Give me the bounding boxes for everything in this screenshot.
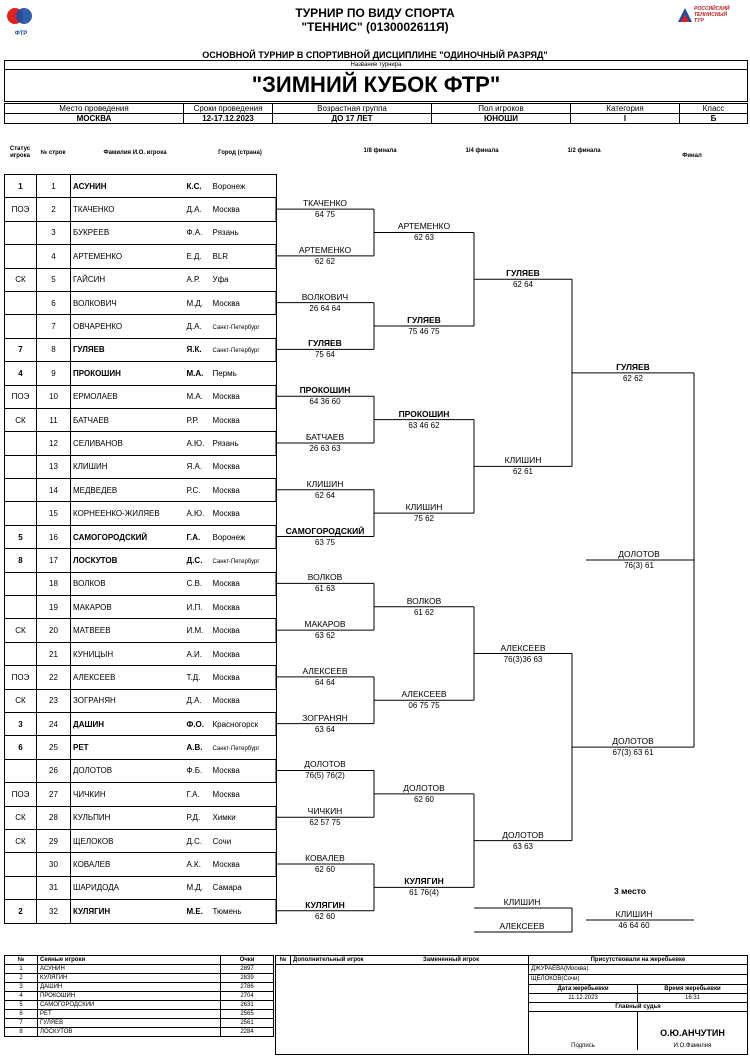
info-label: Пол игроков xyxy=(432,104,571,114)
info-label: Категория xyxy=(571,104,680,114)
player-status: ПОЭ xyxy=(5,783,37,806)
player-initials: А.И. xyxy=(186,649,203,659)
info-label: Место проведения xyxy=(5,104,184,114)
seed-row xyxy=(5,1001,274,1010)
match-winner: ГУЛЯЕВ xyxy=(407,315,441,326)
info-label: Класс xyxy=(680,104,748,114)
player-status: СК xyxy=(5,619,37,642)
player-name: АРТЕМЕНКО xyxy=(71,245,185,268)
player-name: ТКАЧЕНКО xyxy=(71,198,185,221)
extra-h-num: № xyxy=(276,956,291,964)
match-winner: БАТЧАЕВ xyxy=(305,431,345,442)
player-line-num: 18 xyxy=(37,572,71,595)
match-score: 62 64 xyxy=(314,490,336,500)
player-line-num: 17 xyxy=(37,549,71,572)
player-line-num: 26 xyxy=(37,759,71,782)
info-value: Б xyxy=(680,114,748,124)
seed-name: ПРОКОШИН xyxy=(38,992,221,1001)
info-value: 12-17.12.2023 xyxy=(184,114,273,124)
player-name: ВОЛКОВ xyxy=(71,572,185,595)
seed-name: САМОГОРОДСКИЙ xyxy=(38,1001,221,1010)
player-name: АЛЕКСЕЕВ xyxy=(71,666,185,689)
match-score: 75 46 75 xyxy=(408,327,440,337)
player-status: СК xyxy=(5,408,37,431)
player-city: Уфа xyxy=(212,275,229,285)
player-initials: С.В. xyxy=(186,579,203,589)
player-status: 4 xyxy=(5,362,37,385)
match-score: 62 64 xyxy=(512,280,534,290)
player-initials: И.П. xyxy=(186,602,203,612)
player-status: ПОЭ xyxy=(5,666,37,689)
match-winner: ЧИЧКИН xyxy=(307,806,343,817)
ftr-logo: ФТР xyxy=(6,6,36,32)
match-score: 76(5) 76(2) xyxy=(305,771,345,781)
match-score: 62 57 75 xyxy=(309,818,341,828)
seed-num: 4 xyxy=(5,992,38,1001)
player-initials: Д.С. xyxy=(186,555,203,565)
player-status: СК xyxy=(5,806,37,829)
player-status: СК xyxy=(5,268,37,291)
match-winner: АРТЕМЕНКО xyxy=(397,221,451,232)
title-caption: Название турнира xyxy=(5,61,747,70)
player-city: Красногорск xyxy=(212,719,259,729)
player-name: КУНИЦЫН xyxy=(71,642,185,665)
match-winner: ДОЛОТОВ xyxy=(403,782,445,793)
player-name: ЕРМОЛАЕВ xyxy=(71,385,185,408)
seed-points: 2704 xyxy=(221,992,274,1001)
seeds-h-pts: Очки xyxy=(221,956,274,965)
draw-time: 16:31 xyxy=(684,995,700,1001)
player-city: Москва xyxy=(212,766,240,776)
player-status: 3 xyxy=(5,712,37,735)
draw-date: 11.12.2023 xyxy=(529,994,638,1002)
seed-name: ЛОСКУТОВ xyxy=(38,1028,221,1037)
player-city: Воронеж xyxy=(212,181,246,191)
seeds-table xyxy=(4,955,274,1037)
player-initials: А.Ю. xyxy=(186,509,205,519)
player-name: ПРОКОШИН xyxy=(71,362,185,385)
discipline-line: ОСНОВНОЙ ТУРНИР В СПОРТИВНОЙ ДИСЦИПЛИНЕ "ОДИНОЧНЫЙ РАЗРЯД" xyxy=(202,50,548,60)
player-line-num: 13 xyxy=(37,455,71,478)
match-score: 62 60 xyxy=(413,794,435,804)
player-initials: М.А. xyxy=(186,392,203,402)
player-line-num: 27 xyxy=(37,783,71,806)
seed-num: 2 xyxy=(5,974,38,983)
seed-num: 8 xyxy=(5,1028,38,1037)
player-line-num: 14 xyxy=(37,479,71,502)
match-winner: МАКАРОВ xyxy=(304,619,346,630)
player-initials: Д.А. xyxy=(186,696,202,706)
player-name: ГАЙСИН xyxy=(71,268,185,291)
player-city: Рязань xyxy=(212,438,239,448)
sport-code: "ТЕННИС" (0130002611Я) xyxy=(301,20,449,34)
extra-h-add: Дополнительный игрок xyxy=(293,957,364,963)
player-initials: Р.С. xyxy=(186,485,201,495)
seed-row xyxy=(5,1019,274,1028)
player-name: ВОЛКОВИЧ xyxy=(71,291,185,314)
col-r16: 1/8 финала xyxy=(363,148,397,154)
match-score: 62 61 xyxy=(512,467,534,477)
player-status: 2 xyxy=(5,900,37,923)
player-line-num: 30 xyxy=(37,853,71,876)
player-status: СК xyxy=(5,689,37,712)
player-initials: Д.А. xyxy=(186,205,202,215)
seeds-h-name: Сеяные игроки xyxy=(38,956,221,965)
player-initials: Р.Д. xyxy=(186,813,201,823)
player-city: Москва xyxy=(212,626,240,636)
seed-row xyxy=(5,983,274,992)
player-name: КУЛЯГИН xyxy=(71,900,185,923)
draw-present-h: Присутствовали на жеребьевке xyxy=(529,956,747,965)
seed-row xyxy=(5,974,274,983)
player-line-num: 15 xyxy=(37,502,71,525)
extra-h-rep: Замененный игрок xyxy=(423,957,480,963)
match-score: 63 64 xyxy=(314,724,336,734)
match-winner: ТКАЧЕНКО xyxy=(302,198,348,209)
champion-name: ДОЛОТОВ xyxy=(618,548,660,559)
col-sf: 1/2 финала xyxy=(567,148,601,154)
info-value: ЮНОШИ xyxy=(432,114,571,124)
match-score: 06 75 75 xyxy=(408,701,440,711)
third-place-player: АЛЕКСЕЕВ xyxy=(499,921,545,931)
match-winner: КЛИШИН xyxy=(405,502,443,513)
match-winner: КЛИШИН xyxy=(306,478,344,489)
draw-time-h: Время жеребьевки xyxy=(664,986,721,992)
player-name: ЩЕЛОКОВ xyxy=(71,829,185,852)
player-line-num: 32 xyxy=(37,900,71,923)
match-winner: КУЛЯГИН xyxy=(404,876,444,887)
player-initials: А.Ю. xyxy=(186,438,205,448)
player-name: КОРНЕЕНКО-ЖИЛЯЕВ xyxy=(71,502,185,525)
player-initials: Ф.Б. xyxy=(186,766,203,776)
player-city: Москва xyxy=(212,696,240,706)
player-line-num: 23 xyxy=(37,689,71,712)
player-initials: Ф.А. xyxy=(186,228,203,238)
player-name: ГУЛЯЕВ xyxy=(71,338,185,361)
match-winner: АЛЕКСЕЕВ xyxy=(401,689,447,700)
player-city: Санкт-Петербург xyxy=(212,746,260,753)
match-score: 63 75 xyxy=(314,537,336,547)
match-winner: ВОЛКОВ xyxy=(307,572,343,583)
player-line-num: 2 xyxy=(37,198,71,221)
seed-points: 2565 xyxy=(221,1010,274,1019)
player-line-num: 31 xyxy=(37,876,71,899)
player-city: Москва xyxy=(212,205,240,215)
seed-points: 2561 xyxy=(221,1019,274,1028)
seed-name: КУЛЯГИН xyxy=(38,974,221,983)
player-line-num: 1 xyxy=(37,175,71,198)
player-initials: Р.Р. xyxy=(186,415,199,425)
fio-caption: И.О.Фамилия xyxy=(673,1043,712,1049)
player-city: Москва xyxy=(212,485,240,495)
col-qf: 1/4 финала xyxy=(465,148,499,154)
player-line-num: 25 xyxy=(37,736,71,759)
third-place-player: КЛИШИН xyxy=(503,897,541,907)
match-score: 76(3)36 63 xyxy=(503,654,543,664)
player-city: Санкт-Петербург xyxy=(212,325,260,332)
seed-points: 2284 xyxy=(221,1028,274,1037)
seed-points: 2786 xyxy=(221,983,274,992)
seed-name: АСУНИН xyxy=(38,965,221,974)
judge-name: О.Ю.АНЧУТИН xyxy=(660,1028,725,1038)
player-initials: А.Р. xyxy=(186,275,201,285)
seed-row xyxy=(5,1010,274,1019)
player-city: Москва xyxy=(212,649,240,659)
col-city: Город (страна) xyxy=(218,150,262,156)
player-initials: Г.А. xyxy=(186,789,200,799)
player-line-num: 28 xyxy=(37,806,71,829)
match-winner: ПРОКОШИН xyxy=(299,385,351,396)
player-city: Тюмень xyxy=(212,906,242,916)
seed-num: 1 xyxy=(5,965,38,974)
match-score: 63 46 62 xyxy=(408,420,440,430)
player-status: 6 xyxy=(5,736,37,759)
player-status: СК xyxy=(5,829,37,852)
player-status: ПОЭ xyxy=(5,198,37,221)
match-score: 67(3) 63 61 xyxy=(612,748,654,758)
player-city: Санкт-Петербург xyxy=(212,558,260,565)
third-place-label: 3 место xyxy=(614,886,646,896)
player-city: Москва xyxy=(212,579,240,589)
match-score: 64 36 60 xyxy=(309,397,341,407)
player-name: ЧИЧКИН xyxy=(71,783,185,806)
match-score: 64 75 xyxy=(314,210,336,220)
match-score: 62 62 xyxy=(314,256,336,266)
sign-caption: Подпись xyxy=(571,1043,595,1049)
player-line-num: 3 xyxy=(37,221,71,244)
judge-h: Главный судья xyxy=(529,1003,747,1012)
third-place-winner: КЛИШИН xyxy=(615,909,653,919)
player-line-num: 6 xyxy=(37,291,71,314)
match-score: 61 63 xyxy=(314,584,336,594)
player-name: СЕЛИВАНОВ xyxy=(71,432,185,455)
info-value: I xyxy=(571,114,680,124)
player-city: Москва xyxy=(212,789,240,799)
match-winner: ДОЛОТОВ xyxy=(502,829,544,840)
player-line-num: 4 xyxy=(37,245,71,268)
player-city: Химки xyxy=(212,813,236,823)
player-line-num: 12 xyxy=(37,432,71,455)
match-winner: АЛЕКСЕЕВ xyxy=(500,642,546,653)
match-winner: АЛЕКСЕЕВ xyxy=(302,665,348,676)
player-line-num: 20 xyxy=(37,619,71,642)
match-winner: САМОГОРОДСКИЙ xyxy=(285,525,365,536)
player-line-num: 21 xyxy=(37,642,71,665)
player-initials: Д.А. xyxy=(186,322,202,332)
col-status: Статус игрока xyxy=(9,146,31,159)
player-status: 5 xyxy=(5,525,37,548)
champion-score: 76(3) 61 xyxy=(624,560,654,570)
player-initials: А.К. xyxy=(186,860,201,870)
player-city: Рязань xyxy=(212,228,239,238)
player-city: BLR xyxy=(212,251,229,261)
player-initials: А.В. xyxy=(186,743,203,753)
player-name: РЕТ xyxy=(71,736,185,759)
player-initials: М.Д. xyxy=(186,883,204,893)
match-score: 61 62 xyxy=(413,607,435,617)
player-initials: Г.А. xyxy=(186,532,201,542)
player-line-num: 19 xyxy=(37,596,71,619)
match-score: 75 64 xyxy=(314,350,336,360)
match-winner: ВОЛКОВ xyxy=(406,595,442,606)
player-status: 8 xyxy=(5,549,37,572)
player-line-num: 5 xyxy=(37,268,71,291)
player-name: КОВАЛЕВ xyxy=(71,853,185,876)
match-score: 64 64 xyxy=(314,677,336,687)
player-initials: М.Е. xyxy=(186,906,203,916)
player-city: Москва xyxy=(212,462,240,472)
third-place-score: 46 64 60 xyxy=(618,921,650,930)
seed-num: 6 xyxy=(5,1010,38,1019)
player-name: ЗОГРАНЯН xyxy=(71,689,185,712)
match-winner: ВОЛКОВИЧ xyxy=(301,291,349,302)
match-score: 26 63 63 xyxy=(309,443,341,453)
player-city: Москва xyxy=(212,298,240,308)
player-name: ДАШИН xyxy=(71,712,185,735)
player-line-num: 16 xyxy=(37,525,71,548)
draw-date-h: Дата жеребьевки xyxy=(529,985,638,993)
player-status: 7 xyxy=(5,338,37,361)
player-status: 1 xyxy=(5,175,37,198)
sport-line: ТУРНИР ПО ВИДУ СПОРТА xyxy=(295,6,455,20)
match-winner: ГУЛЯЕВ xyxy=(308,338,342,349)
rtt-logo: РОССИЙСКИЙ ТЕННИСНЫЙ ТУР xyxy=(676,6,736,28)
match-score: 61 76(4) xyxy=(409,888,439,898)
info-label: Сроки проведения xyxy=(184,104,273,114)
player-initials: И.М. xyxy=(186,626,204,636)
match-score: 63 63 xyxy=(512,841,534,851)
info-value: ДО 17 ЛЕТ xyxy=(273,114,432,124)
player-initials: К.С. xyxy=(186,181,202,191)
seed-row xyxy=(5,965,274,974)
player-city: Самара xyxy=(212,883,242,893)
match-winner: КОВАЛЕВ xyxy=(305,853,345,864)
match-winner: ГУЛЯЕВ xyxy=(506,268,540,279)
player-initials: Ф.О. xyxy=(186,719,204,729)
player-line-num: 10 xyxy=(37,385,71,408)
player-name: ДОЛОТОВ xyxy=(71,759,185,782)
tournament-title: "ЗИМНИЙ КУБОК ФТР" xyxy=(251,72,501,97)
player-city: Воронеж xyxy=(212,532,246,542)
match-winner: КЛИШИН xyxy=(504,455,542,466)
player-status: ПОЭ xyxy=(5,385,37,408)
match-winner: ДОЛОТОВ xyxy=(612,736,654,747)
match-winner: ПРОКОШИН xyxy=(398,408,450,419)
player-name: ЛОСКУТОВ xyxy=(71,549,185,572)
seed-points: 2897 xyxy=(221,965,274,974)
player-initials: Е.Д. xyxy=(186,251,202,261)
player-name: САМОГОРОДСКИЙ xyxy=(71,525,185,548)
match-score: 26 64 64 xyxy=(309,303,341,313)
player-line-num: 8 xyxy=(37,338,71,361)
player-name: ШАРИДОДА xyxy=(71,876,185,899)
match-winner: АРТЕМЕНКО xyxy=(298,244,352,255)
col-name: Фамилия И.О. игрока xyxy=(103,150,167,156)
match-winner: ЗОГРАНЯН xyxy=(302,712,348,723)
draw-present-2: ЩЕЛОКОВ(Сочи) xyxy=(529,975,747,985)
player-name: КЛИШИН xyxy=(71,455,185,478)
match-winner: ДОЛОТОВ xyxy=(304,759,346,770)
match-score: 62 63 xyxy=(413,233,435,243)
seed-name: ГУЛЯЕВ xyxy=(38,1019,221,1028)
seed-row xyxy=(5,992,274,1001)
seed-points: 2631 xyxy=(221,1001,274,1010)
player-city: Москва xyxy=(212,415,240,425)
player-initials: Я.К. xyxy=(186,345,202,355)
player-name: КУЛЬПИН xyxy=(71,806,185,829)
player-city: Москва xyxy=(212,860,240,870)
player-initials: М.А. xyxy=(186,368,204,378)
player-city: Москва xyxy=(212,509,240,519)
match-score: 75 62 xyxy=(413,514,435,524)
seed-num: 3 xyxy=(5,983,38,992)
player-city: Пермь xyxy=(212,368,237,378)
player-city: Москва xyxy=(212,672,240,682)
info-label: Возрастная группа xyxy=(273,104,432,114)
player-name: АСУНИН xyxy=(71,175,185,198)
seed-name: РЕТ xyxy=(38,1010,221,1019)
player-name: БАТЧАЕВ xyxy=(71,408,185,431)
col-final: Финал xyxy=(682,153,702,159)
match-winner: КУЛЯГИН xyxy=(305,899,345,910)
match-score: 62 60 xyxy=(314,911,336,921)
match-score: 62 60 xyxy=(314,865,336,875)
player-initials: Я.А. xyxy=(186,462,203,472)
player-line-num: 24 xyxy=(37,712,71,735)
match-score: 62 62 xyxy=(622,373,644,383)
seed-points: 2839 xyxy=(221,974,274,983)
player-city: Санкт-Петербург xyxy=(212,348,260,355)
player-name: БУКРЕЕВ xyxy=(71,221,185,244)
player-initials: М.Д. xyxy=(186,298,204,308)
draw-box xyxy=(528,955,748,1055)
seed-num: 5 xyxy=(5,1001,38,1010)
player-initials: Д.С. xyxy=(186,836,203,846)
player-line-num: 9 xyxy=(37,362,71,385)
info-value: МОСКВА xyxy=(5,114,184,124)
player-city: Москва xyxy=(212,392,240,402)
player-city: Сочи xyxy=(212,836,232,846)
player-city: Москва xyxy=(212,602,240,612)
player-line-num: 11 xyxy=(37,408,71,431)
match-score: 63 62 xyxy=(314,631,336,641)
draw-present-1: ДЖУРАЕВА(Москва) xyxy=(529,965,747,975)
player-line-num: 22 xyxy=(37,666,71,689)
player-name: МАКАРОВ xyxy=(71,596,185,619)
player-line-num: 7 xyxy=(37,315,71,338)
player-name: МЕДВЕДЕВ xyxy=(71,479,185,502)
seeds-h-num: № xyxy=(5,956,38,965)
seed-num: 7 xyxy=(5,1019,38,1028)
player-line-num: 29 xyxy=(37,829,71,852)
player-name: ОВЧАРЕНКО xyxy=(71,315,185,338)
player-initials: Т.Д. xyxy=(186,672,201,682)
seed-row xyxy=(5,1028,274,1037)
seed-name: ДАШИН xyxy=(38,983,221,992)
col-num: № строк xyxy=(40,150,66,156)
extra-players-box xyxy=(275,955,529,1055)
match-winner: ГУЛЯЕВ xyxy=(616,361,650,372)
player-name: МАТВЕЕВ xyxy=(71,619,185,642)
